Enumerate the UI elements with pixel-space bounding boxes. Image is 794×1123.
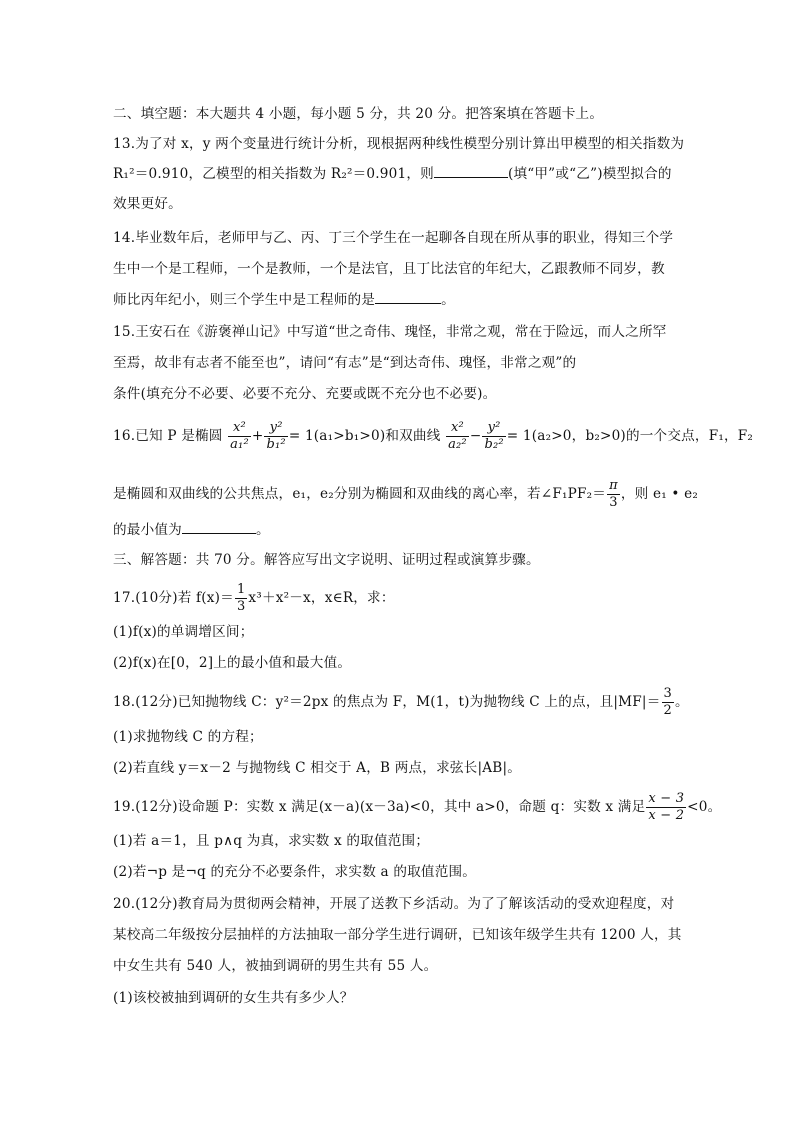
fraction-denominator: a₂² bbox=[448, 437, 467, 452]
q19-line1 bbox=[113, 791, 721, 824]
fraction-numerator: y² bbox=[482, 420, 505, 437]
fraction-numerator: 1 bbox=[236, 582, 246, 597]
q18-part1: (1)求抛物线 C 的方程； bbox=[113, 729, 263, 745]
fraction-denominator: 2 bbox=[663, 703, 672, 718]
q18-line1 bbox=[113, 686, 689, 719]
q15-line3: 条件(填充分不必要、必要不充分、充要或既不充分也不必要)。 bbox=[113, 386, 497, 402]
section-2-heading: 二、填空题：本大题共 4 小题，每小题 5 分，共 20 分。把答案填在答题卡上。 bbox=[113, 106, 604, 122]
q19-prefix: 19.(12分)设命题 P：实数 x 满足(x－a)(x－3a)<0，其中 a>0，命题 q：实数 x 满足 bbox=[113, 799, 646, 815]
q19-part2: (2)若¬p 是¬q 的充分不必要条件，求实数 a 的取值范围。 bbox=[113, 864, 477, 880]
q17-part2: (2)f(x)在[0，2]上的最小值和最大值。 bbox=[113, 655, 352, 671]
q15-line2: 至焉，故非有志者不能至也”，请问“有志”是“到达奇伟、瑰怪，非常之观”的 bbox=[113, 355, 577, 371]
q17-part1: (1)f(x)的单调增区间； bbox=[113, 624, 254, 640]
q16-line2 bbox=[113, 478, 698, 511]
hyperbola-condition: = 1(a₂>0，b₂>0)的一个交点，F₁，F₂ bbox=[506, 428, 754, 444]
fraction-denominator: b₁² bbox=[266, 437, 286, 452]
fraction-denominator: x − 2 bbox=[648, 808, 685, 823]
ellipse-term-x bbox=[228, 420, 251, 453]
q13-answer-blank[interactable] bbox=[434, 165, 508, 178]
q16-line1 bbox=[113, 420, 753, 453]
q17-suffix: x³＋x²－x，x∈R，求： bbox=[248, 590, 395, 606]
section-3-heading: 三、解答题：共 70 分。解答应写出文字说明、证明过程或演算步骤。 bbox=[113, 552, 540, 568]
fraction-numerator: π bbox=[609, 478, 618, 493]
fraction-numerator: x² bbox=[446, 420, 469, 437]
q13-line2 bbox=[113, 164, 672, 184]
fraction-numerator: 3 bbox=[663, 686, 672, 701]
q20-line3: 中女生共有 540 人，被抽到调研的男生共有 55 人。 bbox=[113, 958, 438, 974]
hyperbola-term-x bbox=[446, 420, 469, 453]
fraction-denominator: b₂² bbox=[484, 437, 504, 452]
minus-sign: − bbox=[469, 428, 482, 444]
hyperbola-term-y bbox=[482, 420, 505, 453]
fraction-numerator: x − 3 bbox=[648, 791, 685, 806]
q20-line2: 某校高二年级按分层抽样的方法抽取一部分学生进行调研，已知该年级学生共有 1200 人，其 bbox=[113, 927, 682, 943]
angle-fraction bbox=[607, 478, 620, 511]
q16-prefix: 16.已知 P 是椭圆 bbox=[113, 428, 223, 444]
q13-line1: 13.为了对 x，y 两个变量进行统计分析，现根据两种线性模型分别计算出甲模型的相关指数为 bbox=[113, 136, 685, 152]
q14-answer-blank[interactable] bbox=[375, 291, 441, 304]
q16-answer-blank[interactable] bbox=[182, 521, 256, 534]
q16-line3-text-a: 的最小值为 bbox=[113, 522, 182, 538]
q19-fraction bbox=[646, 791, 686, 824]
q14-line3-text-a: 师比丙年纪小，则三个学生中是工程师的是 bbox=[113, 292, 376, 308]
fraction-denominator: 3 bbox=[236, 599, 246, 614]
q17-prefix: 17.(10分)若 f(x)＝ bbox=[113, 590, 234, 606]
q16-line3-text-b: 。 bbox=[255, 522, 270, 538]
q17-line1 bbox=[113, 582, 395, 615]
fraction-numerator: y² bbox=[264, 420, 287, 437]
q14-line3-text-b: 。 bbox=[441, 292, 455, 308]
q16-line2-text-a: 是椭圆和双曲线的公共焦点，e₁，e₂分别为椭圆和双曲线的离心率，若∠F₁PF₂＝ bbox=[113, 486, 607, 502]
q17-fraction bbox=[235, 582, 247, 615]
q13-line3: 效果更好。 bbox=[113, 196, 182, 212]
q13-line2-text-a: R₁²＝0.910，乙模型的相关指数为 R₂²＝0.901，则 bbox=[113, 166, 434, 182]
q16-line3 bbox=[113, 520, 270, 540]
q14-line3 bbox=[113, 290, 455, 310]
q13-line2-text-b: (填“甲”或“乙”)模型拟合的 bbox=[507, 166, 672, 182]
q18-suffix: 。 bbox=[675, 694, 689, 710]
q20-line1: 20.(12分)教育局为贯彻两会精神，开展了送教下乡活动。为了了解该活动的受欢迎程度，对 bbox=[113, 896, 675, 912]
q14-line2: 生中一个是工程师，一个是教师，一个是法官，且丁比法官的年纪大，乙跟教师不同岁，教 bbox=[113, 261, 665, 277]
q14-line1: 14.毕业数年后，老师甲与乙、丙、丁三个学生在一起聊各自现在所从事的职业，得知三个学 bbox=[113, 230, 674, 246]
q16-line2-text-b: ，则 e₁ • e₂ bbox=[620, 486, 699, 502]
ellipse-term-y bbox=[264, 420, 287, 453]
q18-part2: (2)若直线 y＝x－2 与抛物线 C 相交于 A，B 两点，求弦长|AB|。 bbox=[113, 760, 522, 776]
q15-line1: 15.王安石在《游褒禅山记》中写道“世之奇伟、瑰怪，非常之观，常在于险远，而人之所罕 bbox=[113, 324, 667, 340]
q18-prefix: 18.(12分)已知抛物线 C：y²＝2px 的焦点为 F，M(1，t)为抛物线 C 上的点，且|MF|＝ bbox=[113, 694, 661, 710]
fraction-denominator: a₁² bbox=[230, 437, 249, 452]
q19-part1: (1)若 a＝1，且 p∧q 为真，求实数 x 的取值范围； bbox=[113, 833, 430, 849]
fraction-denominator: 3 bbox=[609, 495, 618, 510]
fraction-numerator: x² bbox=[228, 420, 251, 437]
q18-fraction bbox=[662, 686, 674, 719]
q19-suffix: <0。 bbox=[687, 799, 722, 815]
ellipse-condition: = 1(a₁>b₁>0)和双曲线 bbox=[288, 428, 441, 444]
q20-part1: (1)该校被抽到调研的女生共有多少人？ bbox=[113, 990, 354, 1006]
plus-sign: + bbox=[251, 428, 264, 444]
